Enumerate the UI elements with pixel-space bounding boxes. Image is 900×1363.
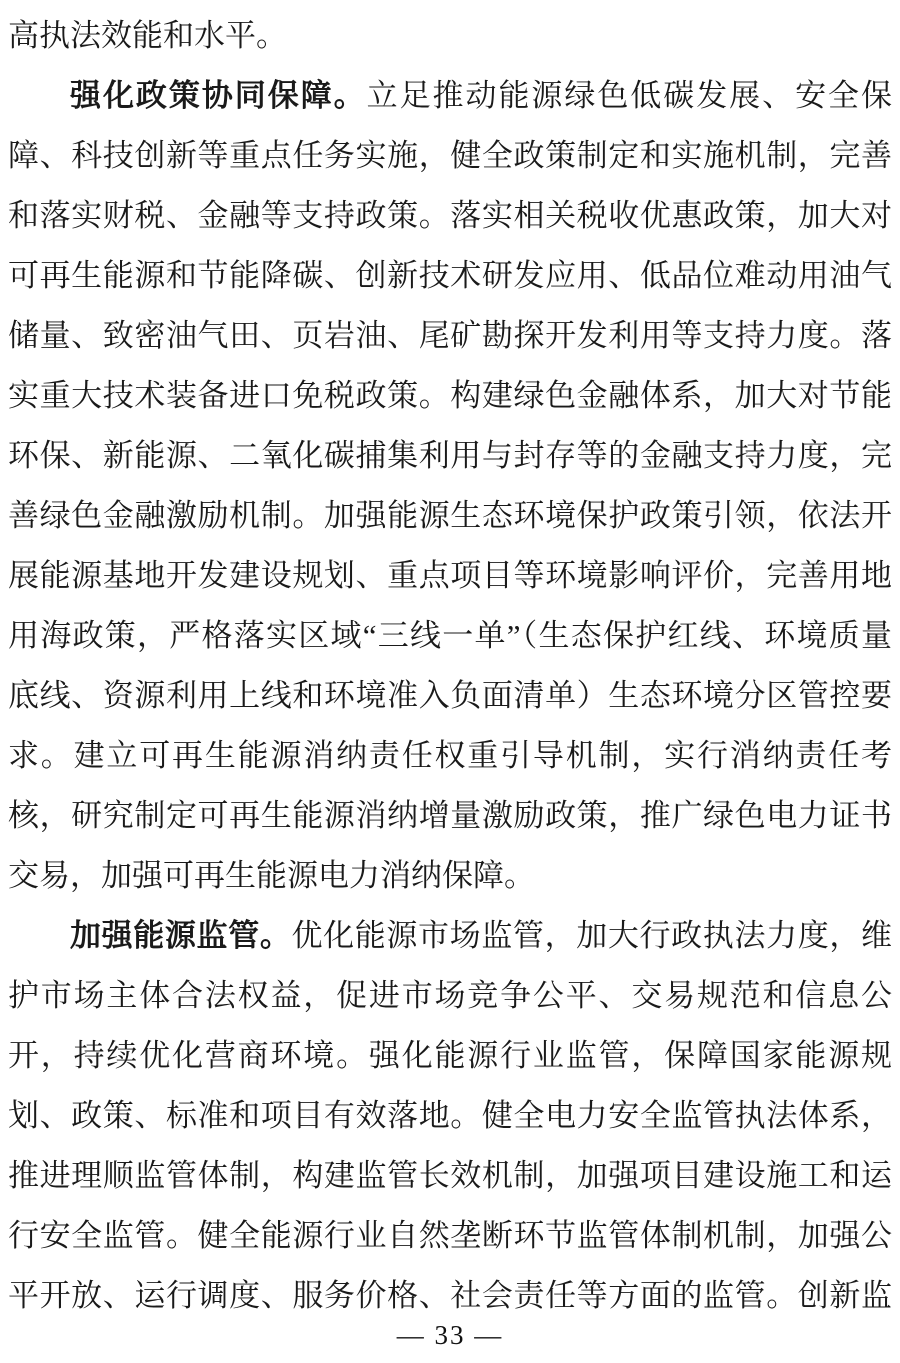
text-line: 环保、新能源、二氧化碳捕集利用与封存等的金融支持力度，完	[8, 438, 892, 473]
paragraph-lead-bold: 加强能源监管。	[70, 918, 292, 953]
text-line: 行安全监管。健全能源行业自然垄断环节监管体制机制，加强公	[8, 1218, 892, 1253]
text-line: 交易，加强可再生能源电力消纳保障。	[8, 858, 535, 893]
text-line: 高执法效能和水平。	[8, 18, 287, 53]
text-line: 强化政策协同保障。立足推动能源绿色低碳发展、安全保	[70, 78, 892, 113]
text-line: 平开放、运行调度、服务价格、社会责任等方面的监管。创新监	[8, 1278, 892, 1313]
text-line: 用海政策，严格落实区域“三线一单”（生态保护红线、环境质量	[8, 618, 892, 653]
page-number: — 33 —	[396, 1320, 504, 1350]
text-line: 核，研究制定可再生能源消纳增量激励政策，推广绿色电力证书	[8, 798, 892, 833]
text-line: 和落实财税、金融等支持政策。落实相关税收优惠政策，加大对	[8, 198, 892, 233]
text-line: 可再生能源和节能降碳、创新技术研发应用、低品位难动用油气	[8, 258, 892, 293]
text-line: 加强能源监管。优化能源市场监管，加大行政执法力度，维	[70, 918, 892, 953]
text-line: 障、科技创新等重点任务实施，健全政策制定和实施机制，完善	[8, 138, 892, 173]
text-line: 护市场主体合法权益，促进市场竞争公平、交易规范和信息公	[8, 978, 892, 1013]
text-line: 展能源基地开发建设规划、重点项目等环境影响评价，完善用地	[8, 558, 892, 593]
document-body	[8, 6, 892, 1326]
text-line: 储量、致密油气田、页岩油、尾矿勘探开发利用等支持力度。落	[8, 318, 892, 353]
text-line: 善绿色金融激励机制。加强能源生态环境保护政策引领，依法开	[8, 498, 892, 533]
text-line: 推进理顺监管体制，构建监管长效机制，加强项目建设施工和运	[8, 1158, 892, 1193]
text-line: 底线、资源利用上线和环境准入负面清单）生态环境分区管控要	[8, 678, 892, 713]
paragraph-lead-bold: 强化政策协同保障。	[70, 78, 367, 113]
text-line: 划、政策、标准和项目有效落地。健全电力安全监管执法体系，	[8, 1098, 892, 1133]
text-line: 开，持续优化营商环境。强化能源行业监管，保障国家能源规	[8, 1038, 892, 1073]
text-line: 求。建立可再生能源消纳责任权重引导机制，实行消纳责任考	[8, 738, 892, 773]
text-line: 实重大技术装备进口免税政策。构建绿色金融体系，加大对节能	[8, 378, 892, 413]
